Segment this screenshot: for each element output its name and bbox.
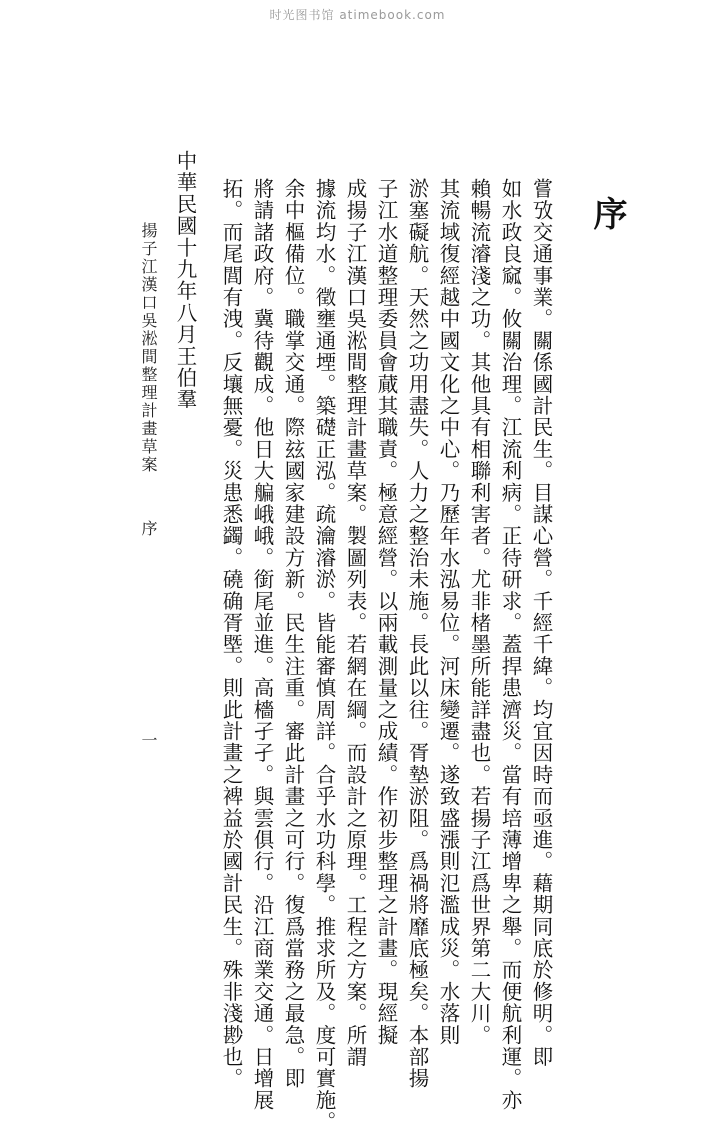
text-column-1: 嘗攷交通事業。關係國計民生。目謀心營。千經千緯。均宜因時而亟進。藉期同底於修明。即 xyxy=(529,178,553,1068)
text-column-10: 將請諸政府。冀待觀成。他日大艑峨峨。銜尾並進。高檣孑孑。與雲俱行。沿江商業交通。日增展 xyxy=(250,178,274,1112)
text-column-4: 其流域復經越中國文化之中心。乃歷年水泓易位。河床變遷。遂致盛漲則氾濫成災。水落則 xyxy=(436,178,460,1046)
text-column-11: 拓。而尾閭有洩。反壤無憂。災患悉蠲。磽确胥塈。則此計畫之裨益於國計民生。殊非淺尠也。 xyxy=(219,178,243,1090)
signature-line: 中華民國十九年八月王伯羣 xyxy=(173,150,197,411)
text-column-9: 余中樞備位。職掌交通。際玆國家建設方新。民生注重。審此計畫之可行。復爲當務之最急。即 xyxy=(281,178,305,1090)
running-head-section: 序 xyxy=(139,520,158,536)
preface-heading: 序 xyxy=(587,196,627,230)
page-number: 一 xyxy=(139,732,158,748)
running-head-title: 揚子江漢口吳淞間整理計畫草案 xyxy=(139,222,158,474)
text-column-5: 淤塞礙航。天然之功用盡失。人力之整治未施。長此以往。胥墊淤阻。爲禍將靡底極矣。本部揚 xyxy=(405,178,429,1090)
watermark-text: 时光图书馆 atimebook.com xyxy=(269,8,446,22)
text-column-8: 據流均水。徵壅通堙。築礎正泓。疏瀹濬淤。皆能審慎周詳。合乎水功科學。推求所及。度可實施。 xyxy=(312,178,336,1133)
text-column-6: 子江水道整理委員會蕆其職責。極意經營。以兩載測量之成績。作初步整理之計畫。現經擬 xyxy=(374,178,398,1046)
text-column-2: 如水政良窳。攸關治理。江流利病。正待研求。蓋捍患濟災。當有培薄增卑之舉。而便航利運。亦 xyxy=(498,178,522,1112)
text-column-3: 賴暢流濬淺之功。其他具有相聯利害者。尤非楮墨所能詳盡也。若揚子江爲世界第二大川。 xyxy=(467,178,491,1046)
text-column-7: 成揚子江漢口吳淞間整理計畫草案。製圖列表。若網在綱。而設計之原理。工程之方案。所謂 xyxy=(343,178,367,1068)
